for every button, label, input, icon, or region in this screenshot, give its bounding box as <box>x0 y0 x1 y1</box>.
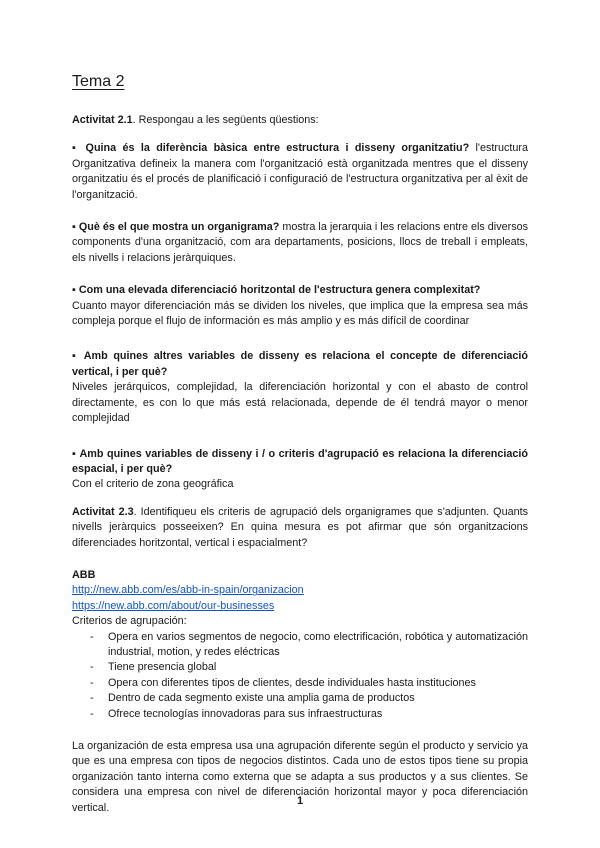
abb-conclusion: La organización de esta empresa usa una agrupación diferente según el producto y servicio ya que es una empresa con tipos de negocios distintos. Cada uno de estos tipos tiene su propia organización tanto interna como externa que se adapta a sus productos y a sus clientes. Se considera una empresa con nivel de diferenciación horizontal mayor y poca diferenciación vertical. <box>72 740 528 814</box>
list-item: - Opera en varios segmentos de negocio, como electrificación, robótica y automatización industrial, motion, y redes eléctricas <box>90 630 528 658</box>
criteria-list <box>72 630 528 722</box>
list-item: - Opera con diferentes tipos de clientes, desde individuales hasta instituciones <box>90 676 476 689</box>
question-4: ▪ Amb quines altres variables de disseny es relaciona el concepte de diferenciació vertical, i per què? <box>72 350 528 378</box>
document-body <box>72 113 528 816</box>
answer-4: Niveles jerárquicos, complejidad, la diferenciación horizontal y con el abasto de control directamente, es con lo que más está relacionada, depende de él tendrá mayor o menor complejidad <box>72 381 528 425</box>
question-3: ▪ Com una elevada diferenciació horitzontal de l'estructura genera complexitat? <box>72 284 481 297</box>
abb-link-organizacion[interactable]: http://new.abb.com/es/abb-in-spain/organizacion <box>72 584 304 597</box>
question-1: ▪ Quina és la diferència bàsica entre estructura i disseny organitzatiu? l'estructura Organitzativa defineix la manera com l'organització està organitzada mentres que el disseny organitzatiu és el procés de planificació i configuració de l'estructura organitzativa per al èxit de l'organització. <box>72 142 528 201</box>
page-number: 1 <box>296 795 304 807</box>
list-item: - Tiene presencia global <box>90 661 217 674</box>
answer-3: Cuanto mayor diferenciación más se dividen los niveles, que implica que la empresa sea más compleja porque el flujo de información es más amplio y es más difícil de coordinar <box>72 299 528 328</box>
list-item: - Dentro de cada segmento existe una amplia gama de productos <box>90 692 415 705</box>
list-item: - Ofrece tecnologías innovadoras para sus infraestructuras <box>90 707 383 720</box>
activity-2-1-intro: Activitat 2.1. Respongau a les següents qüestions: <box>72 114 319 126</box>
question-2: ▪ Què és el que mostra un organigrama? mostra la jerarquia i les relacions entre els diversos components d'una organització, com ara departaments, posicions, llocs de treball i empleats, els nivells i relacions jeràrquiques. <box>72 221 529 264</box>
activity-2-3: Activitat 2.3. Identifiqueu els criteris de agrupació dels organigrames que s'adjunten. Quants nivells jeràrquics posseeixen? En quina mesura es pot afirmar que són organitzacions diferenciades horitzontal, vertical i espacialment? <box>72 505 528 549</box>
question-5: ▪ Amb quines variables de disseny i / o criteris d'agrupació es relaciona la diferenciació espacial, i per què? <box>72 447 528 475</box>
page-title: Tema 2 <box>72 73 125 90</box>
criteria-label: Criterios de agrupación: <box>72 615 187 628</box>
abb-heading: ABB <box>72 568 96 581</box>
abb-link-businesses[interactable]: https://new.abb.com/about/our-businesses <box>72 599 275 612</box>
answer-5: Con el criterio de zona geográfica <box>72 478 234 491</box>
